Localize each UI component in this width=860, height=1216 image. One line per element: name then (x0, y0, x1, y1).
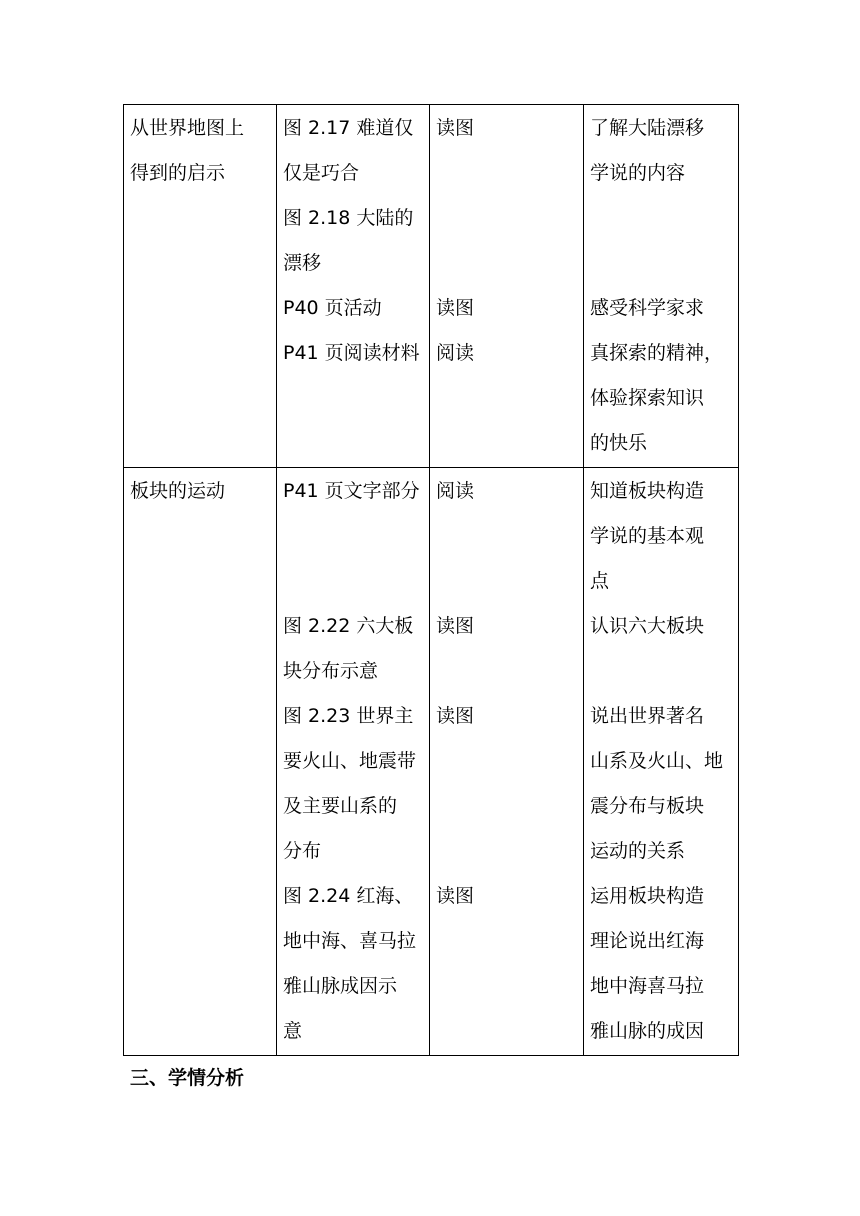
topic-line: 板块的运动 (130, 480, 226, 502)
material-line: 图 2.18 大陆的 (283, 207, 414, 229)
material-line: 图 2.23 世界主 (283, 705, 414, 727)
goal-cell (584, 105, 739, 468)
goal-line: 了解大陆漂移 (590, 117, 705, 139)
goal-line: 的快乐 (590, 432, 648, 454)
goal-line: 感受科学家求 (590, 297, 705, 319)
goal-line: 真探索的精神， (590, 342, 724, 364)
material-line: 块分布示意 (283, 660, 379, 682)
table-row (124, 468, 739, 1056)
goal-line: 运用板块构造 (590, 885, 705, 907)
goal-line: 认识六大板块 (590, 615, 705, 637)
goal-line: 说出世界著名 (590, 705, 705, 727)
material-line: 图 2.24 红海、 (283, 885, 414, 907)
goal-line: 点 (590, 570, 610, 592)
material-cell (277, 105, 430, 468)
activity-cell (430, 105, 584, 468)
material-line: 意 (283, 1020, 303, 1042)
goal-line: 山系及火山、地 (590, 750, 724, 772)
activity-line: 读图 (436, 885, 475, 907)
activity-line: 读图 (436, 297, 475, 319)
material-line: 图 2.17 难道仅 (283, 117, 414, 139)
material-line: 图 2.22 六大板 (283, 615, 414, 637)
material-line: P41 页阅读材料 (283, 342, 420, 364)
goal-line: 理论说出红海 (590, 930, 705, 952)
goal-line: 学说的基本观 (590, 525, 705, 547)
goal-line: 地中海喜马拉 (590, 975, 705, 997)
topic-line: 得到的启示 (130, 162, 226, 184)
goal-line: 体验探索知识 (590, 387, 705, 409)
topic-cell (124, 468, 277, 1056)
lesson-content-table (123, 104, 739, 1056)
material-line: 及主要山系的 (283, 795, 398, 817)
table-row (124, 105, 739, 468)
goal-line: 运动的关系 (590, 840, 686, 862)
activity-line: 读图 (436, 615, 475, 637)
material-line: P40 页活动 (283, 297, 382, 319)
material-line: 漂移 (283, 252, 322, 274)
material-line: 雅山脉成因示 (283, 975, 398, 997)
goal-line: 震分布与板块 (590, 795, 705, 817)
material-line: 要火山、地震带 (283, 750, 417, 772)
material-line: 地中海、喜马拉 (283, 930, 417, 952)
activity-line: 读图 (436, 117, 475, 139)
goal-line: 雅山脉的成因 (590, 1020, 705, 1042)
activity-line: 阅读 (436, 480, 475, 502)
topic-line: 从世界地图上 (130, 117, 245, 139)
goal-line: 知道板块构造 (590, 480, 705, 502)
activity-line: 读图 (436, 705, 475, 727)
material-cell (277, 468, 430, 1056)
topic-cell (124, 105, 277, 468)
material-line: 分布 (283, 840, 322, 862)
goal-cell (584, 468, 739, 1056)
material-line: 仅是巧合 (283, 162, 360, 184)
activity-cell (430, 468, 584, 1056)
activity-line: 阅读 (436, 342, 475, 364)
goal-line: 学说的内容 (590, 162, 686, 184)
section-heading: 三、学情分析 (130, 1067, 245, 1089)
material-line: P41 页文字部分 (283, 480, 420, 502)
